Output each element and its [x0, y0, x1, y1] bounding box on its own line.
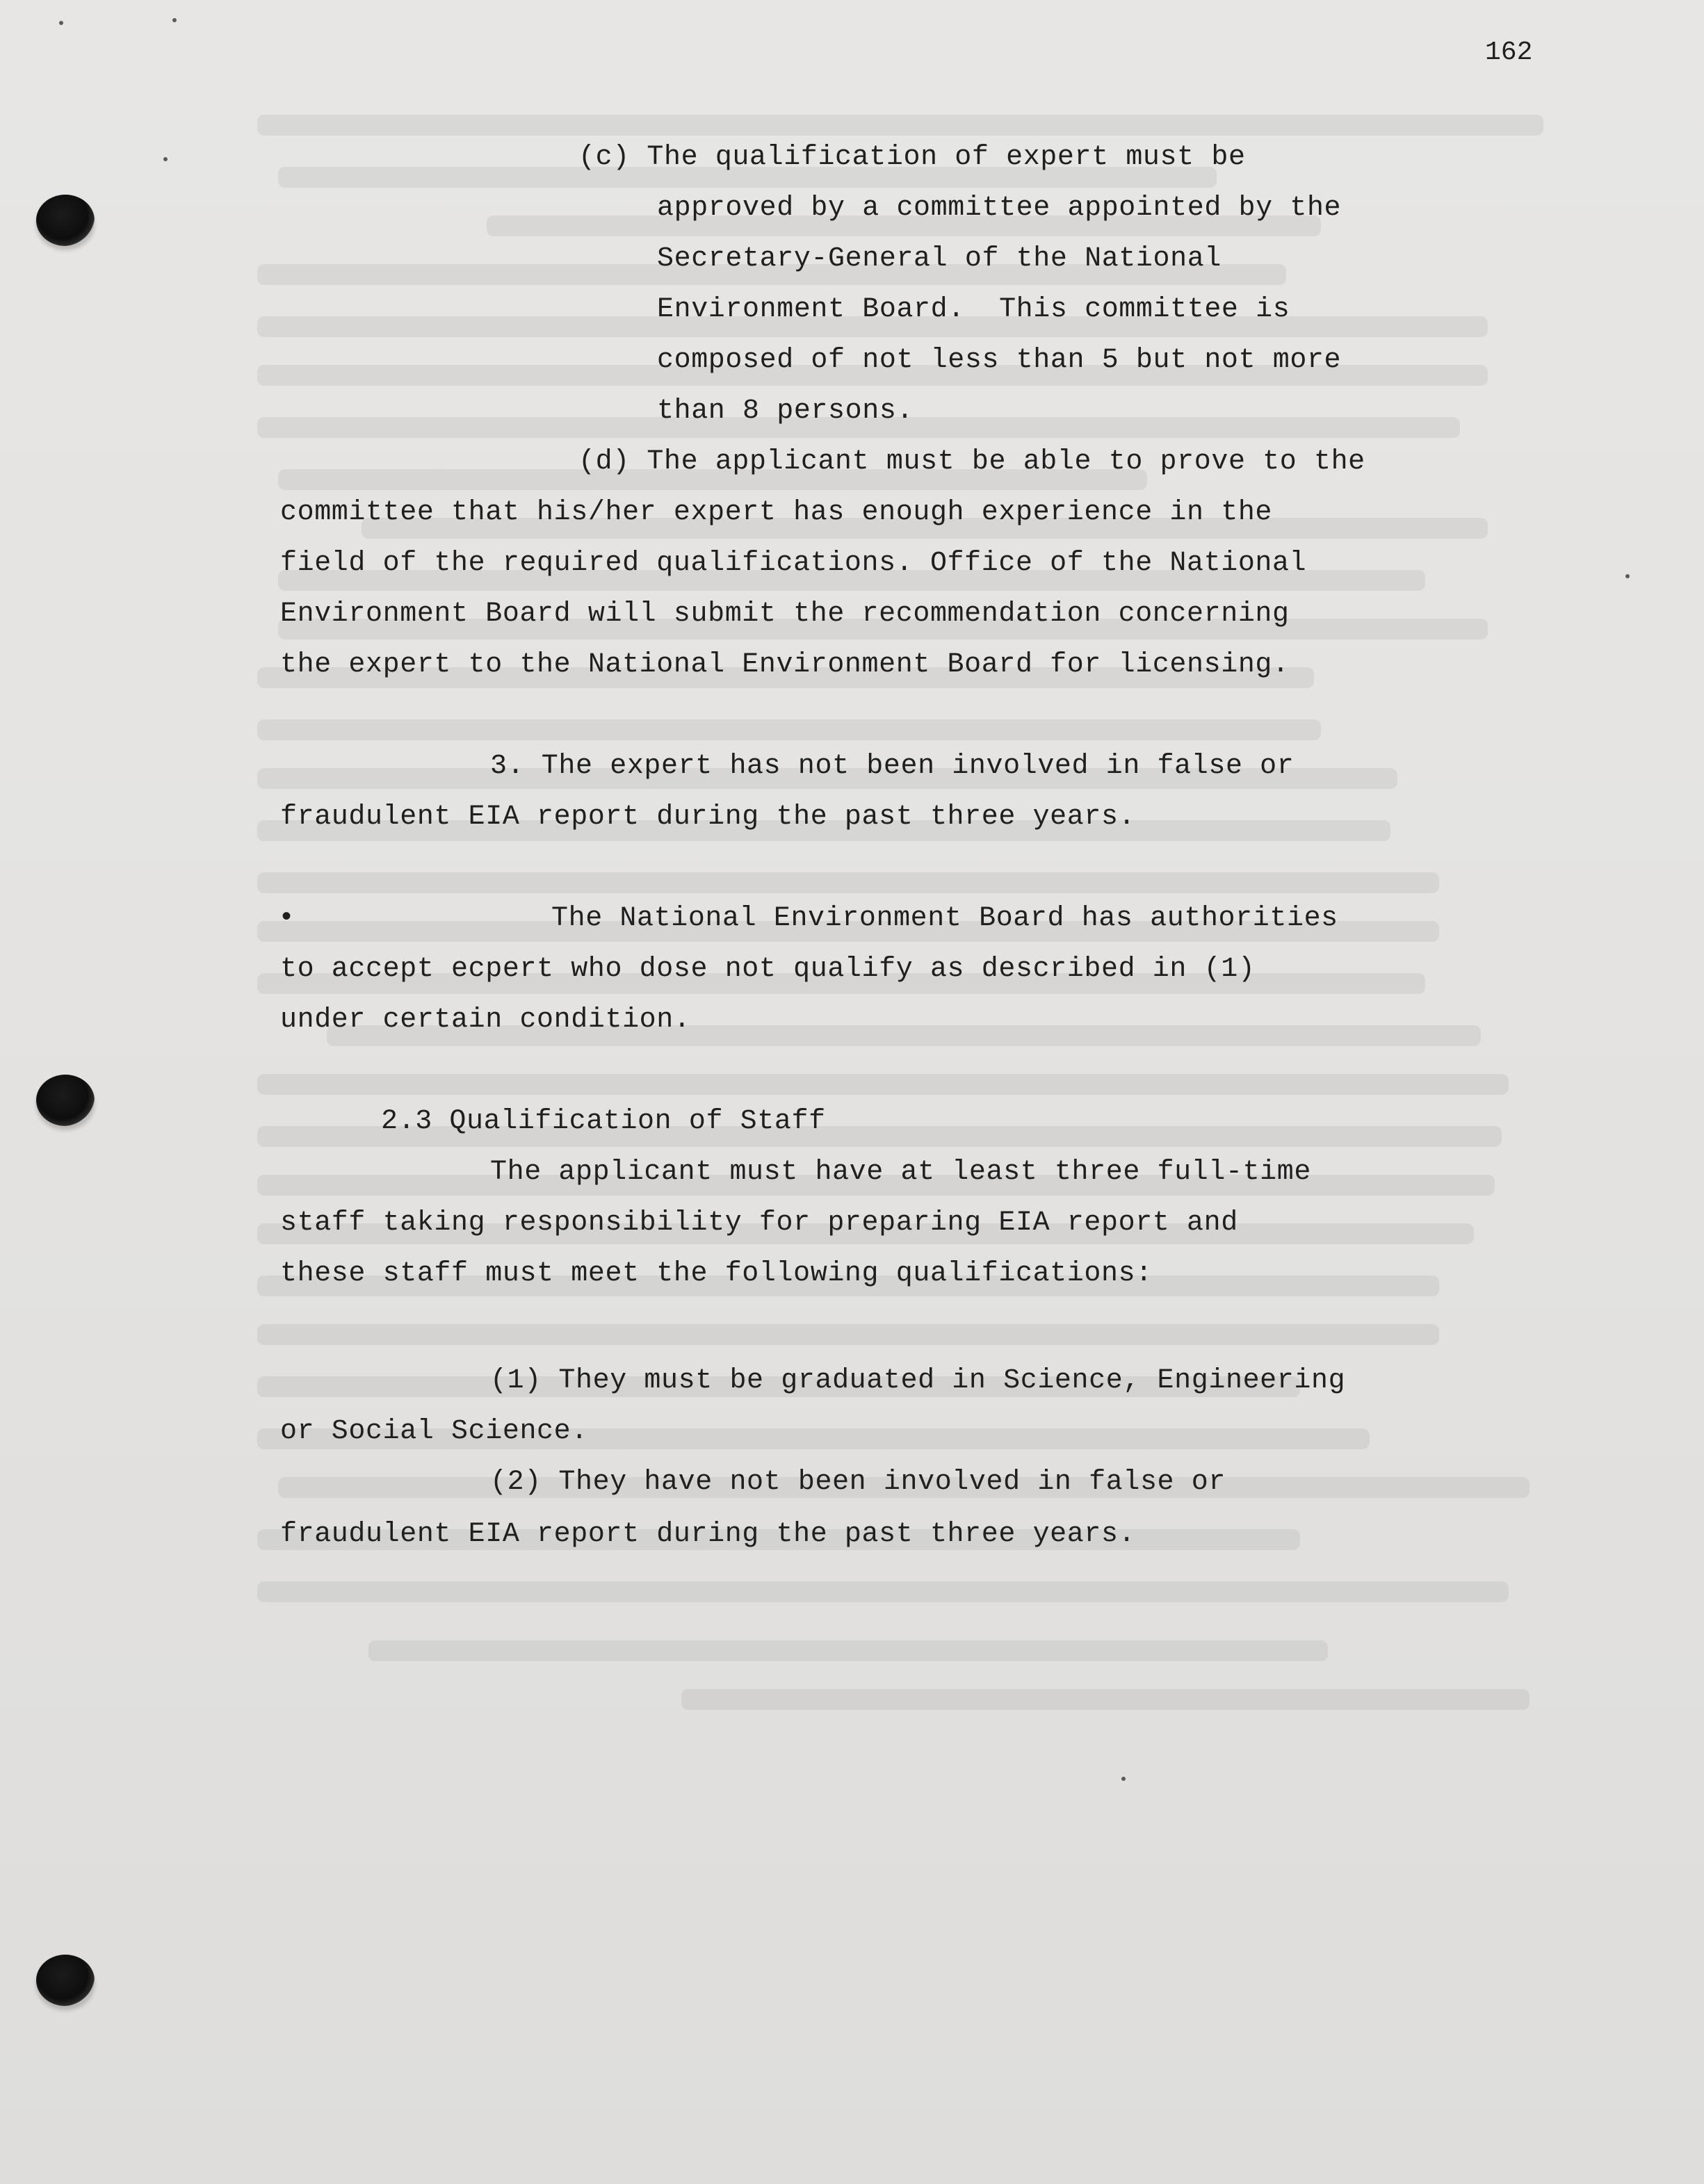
note-line: to accept ecpert who dose not qualify as described in (1) [280, 954, 1256, 985]
item-c-line: Environment Board. This committee is [657, 294, 1290, 325]
paper-speck [59, 21, 63, 25]
item-d-line: the expert to the National Environment Board for licensing. [280, 649, 1290, 681]
note-bullet: • [278, 903, 295, 934]
qualification-1-line: (1) They must be graduated in Science, Engineering [490, 1365, 1346, 1396]
item-d-line: Environment Board will submit the recommendation concerning [280, 598, 1290, 630]
paper-speck [172, 18, 177, 22]
paper-speck [1121, 1777, 1126, 1781]
item-d-line: (d) The applicant must be able to prove to the [578, 446, 1365, 478]
item-c-line: approved by a committee appointed by the [657, 193, 1342, 224]
item-d-line: field of the required qualifications. Office of the National [280, 548, 1307, 579]
item-c-line: than 8 persons. [657, 396, 914, 427]
paper-speck [1625, 574, 1630, 578]
page-number: 162 [1485, 38, 1533, 67]
item-c-line: (c) The qualification of expert must be [578, 142, 1246, 173]
section-heading: 2.3 Qualification of Staff [381, 1106, 826, 1137]
qualification-1-line: or Social Science. [280, 1416, 588, 1447]
item-d-line: committee that his/her expert has enough experience in the [280, 497, 1273, 528]
section-line: The applicant must have at least three full-time [490, 1157, 1311, 1188]
item-3-line: fraudulent EIA report during the past three years. [280, 801, 1136, 833]
section-line: staff taking responsibility for preparing EIA report and [280, 1207, 1238, 1239]
punch-hole-top [36, 195, 95, 246]
paper-speck [163, 157, 168, 161]
note-line: under certain condition. [280, 1004, 691, 1036]
item-c-line: composed of not less than 5 but not more [657, 345, 1342, 376]
punch-hole-bottom [36, 1955, 95, 2006]
item-c-line: Secretary-General of the National [657, 243, 1222, 275]
section-line: these staff must meet the following qualifications: [280, 1258, 1153, 1289]
note-line: The National Environment Board has authorities [551, 903, 1338, 934]
qualification-2-line: fraudulent EIA report during the past three years. [280, 1519, 1136, 1550]
punch-hole-middle [36, 1075, 95, 1126]
item-3-line: 3. The expert has not been involved in false or [490, 751, 1295, 782]
qualification-2-line: (2) They have not been involved in false or [490, 1467, 1226, 1498]
